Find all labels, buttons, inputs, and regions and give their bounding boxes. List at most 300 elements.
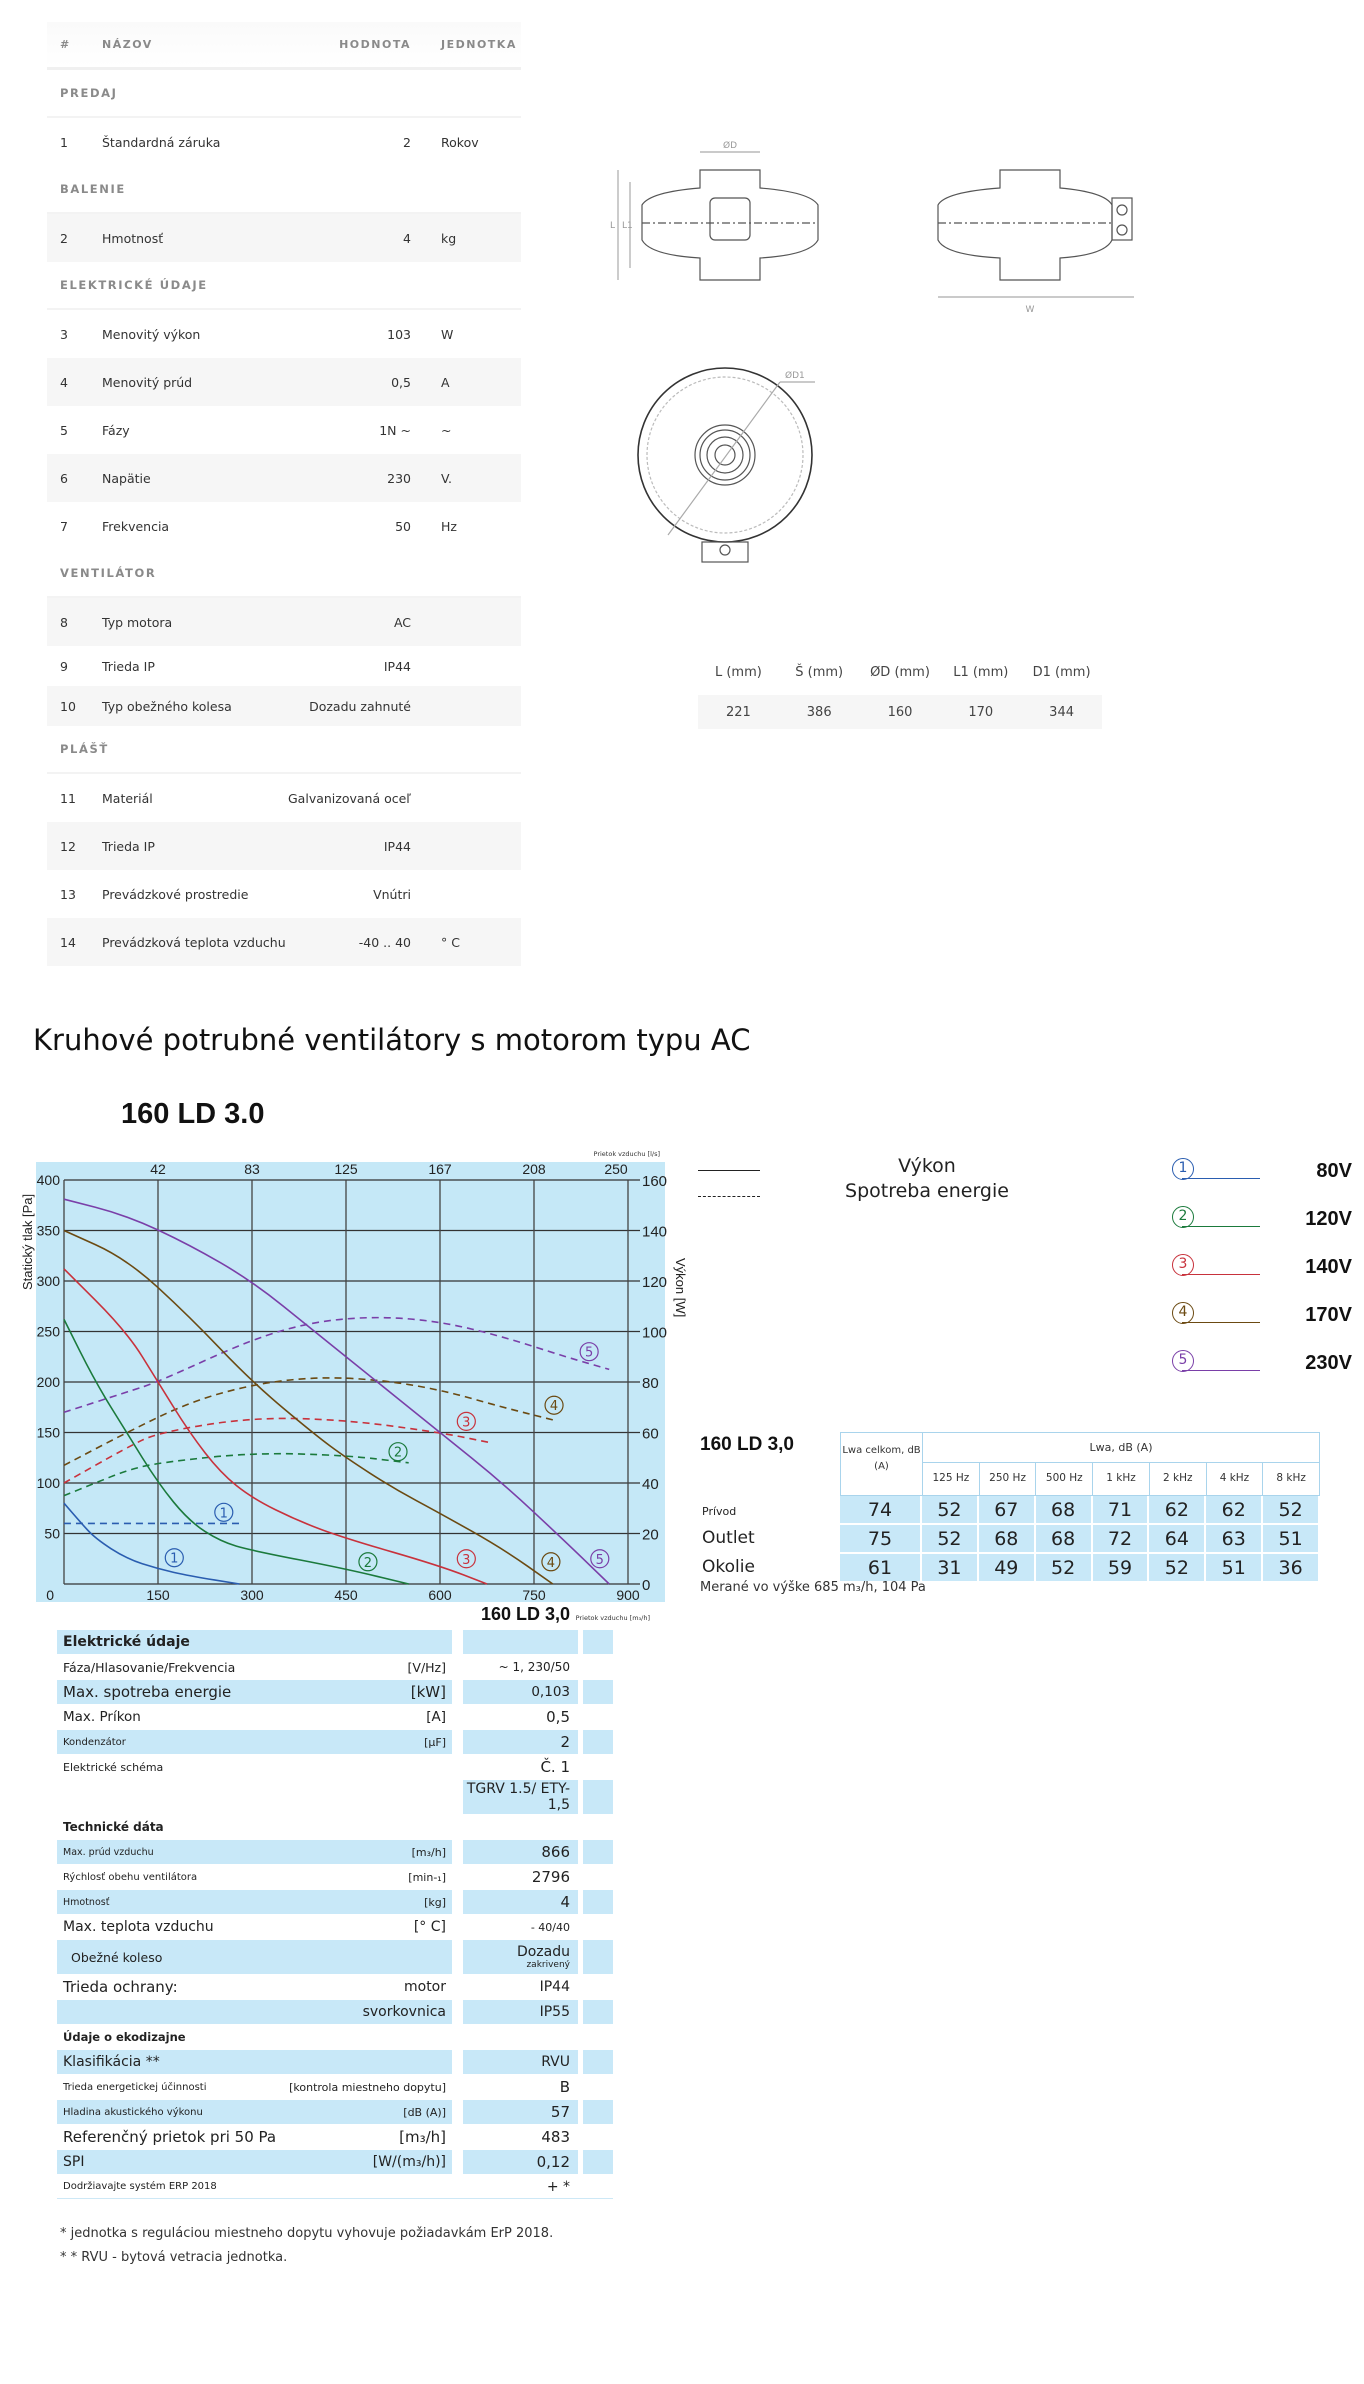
x-tick-label: 750: [522, 1587, 546, 1603]
row-number: 8: [60, 614, 68, 630]
section-header: BALENIE: [47, 166, 521, 214]
spec-value: [463, 1940, 578, 1974]
x-tick-label: 300: [240, 1587, 264, 1603]
dim-label-d1: ØD1: [785, 371, 805, 381]
row-name: Prevádzkové prostredie: [102, 886, 249, 902]
x2-tick-label: 250: [604, 1161, 628, 1177]
row-number: 13: [60, 886, 76, 902]
row-number: 12: [60, 838, 76, 854]
power-curve-label: 3: [462, 1415, 471, 1431]
y-tick-label: 400: [36, 1172, 60, 1188]
table-row: [47, 646, 521, 686]
table-row: [47, 686, 521, 726]
spec-extra-cell: [583, 1915, 613, 1939]
spec-value: [463, 2000, 578, 2024]
spec-value-text: 0,5: [546, 1708, 570, 1726]
acoustic-value: 59: [1093, 1554, 1150, 1581]
acoustic-value: 64: [1149, 1525, 1206, 1552]
acoustic-value: 52: [1036, 1554, 1093, 1581]
legend-speed-80V: [1172, 1158, 1352, 1188]
spec-unit: [W/(m₃/h)]: [372, 2154, 446, 2170]
spec-extra-cell: [583, 2175, 613, 2198]
row-name: Materiál: [102, 790, 153, 806]
legend-line: [1182, 1322, 1260, 1323]
spec-label-text: Hmotnosť: [63, 1896, 110, 1908]
spec-label-text: Rýchlosť obehu ventilátora: [63, 1871, 198, 1883]
table-row: [47, 118, 521, 166]
legend-speed-120V: [1172, 1206, 1352, 1236]
y2-tick-label: 140: [642, 1223, 668, 1241]
dim-value: 221: [725, 704, 751, 720]
y-tick-label: 300: [36, 1273, 60, 1289]
y-tick-label: 50: [44, 1525, 60, 1542]
x2-axis-title: Prietok vzduchu [l/s]: [593, 1150, 660, 1158]
spec-value: [463, 1730, 578, 1754]
acoustic-row: [840, 1554, 1320, 1583]
table-row: [47, 918, 521, 966]
spec-extra-cell: [583, 1780, 613, 1814]
spec-row: [57, 1755, 613, 1779]
spec-label: [57, 1840, 452, 1864]
spec-row: [57, 1730, 613, 1754]
spec-unit: [min-₁]: [408, 1870, 446, 1884]
x-tick-label: 600: [428, 1587, 452, 1603]
spec-value: [463, 2175, 578, 2198]
dimensions-value-row: [698, 695, 1102, 729]
spec-label: [57, 2050, 452, 2074]
spec-extra-cell: [583, 1630, 613, 1654]
row-value: 50: [395, 518, 411, 534]
row-unit: A: [441, 374, 450, 390]
row-value: Galvanizovaná oceľ: [288, 790, 411, 806]
spec-value-text: + *: [546, 2178, 570, 2195]
spec-value-text: - 40/40: [530, 1920, 570, 1934]
acoustic-value: 62: [1149, 1496, 1206, 1523]
header-value: HODNOTA: [339, 38, 411, 51]
spec-row: [57, 1705, 613, 1729]
spec-row: [57, 1630, 613, 1654]
acoustic-value: 51: [1263, 1525, 1320, 1552]
acoustic-value: 68: [1036, 1496, 1093, 1523]
spec-extra-cell: [583, 1755, 613, 1779]
legend-line: [1182, 1274, 1260, 1275]
spec-row: [57, 2075, 613, 2099]
spec-value-text: 2: [560, 1733, 570, 1751]
spec-value-text: TGRV 1.5/ ETY-1,5: [466, 1781, 570, 1813]
legend-speed-140V: [1172, 1254, 1352, 1284]
row-unit: Hz: [441, 518, 457, 534]
y2-tick-label: 60: [642, 1425, 659, 1443]
dim-label-w: W: [1025, 305, 1035, 315]
spec-label: [57, 2150, 452, 2174]
acoustic-title: 160 LD 3,0: [700, 1434, 794, 1455]
acoustic-value: 36: [1263, 1554, 1320, 1581]
spec-value: [463, 1865, 578, 1889]
acoustic-value: 31: [922, 1554, 979, 1581]
dim-label-l: L: [610, 221, 616, 231]
dim-label-l1: L1: [622, 221, 633, 231]
y-tick-label: 100: [36, 1475, 60, 1491]
legend-voltage: 120V: [1305, 1208, 1352, 1230]
row-value: Vnútri: [373, 886, 411, 902]
row-name: Prevádzková teplota vzduchu: [102, 934, 286, 950]
spec-label: [57, 2025, 452, 2049]
spec-row: [57, 1680, 613, 1704]
spec-value: [463, 1705, 578, 1729]
row-number: 5: [60, 422, 68, 438]
acoustic-row-label: Okolie: [702, 1557, 755, 1577]
circled-number-icon: 3: [1172, 1254, 1194, 1276]
spec-row: [57, 1780, 613, 1814]
acoustic-row: [840, 1496, 1320, 1525]
row-unit: W: [441, 326, 454, 342]
header-name: NÁZOV: [102, 38, 153, 51]
legend-voltage: 170V: [1305, 1304, 1352, 1326]
acoustic-value: 51: [1206, 1554, 1263, 1581]
dim-value: 160: [887, 704, 913, 720]
table-row: [47, 214, 521, 262]
footnotes: [60, 2222, 553, 2270]
acoustic-row-label: Prívod: [702, 1505, 737, 1518]
dim-header: L1 (mm): [953, 664, 1009, 680]
spec-label-text: Obežné koleso: [71, 1949, 163, 1965]
spec-value: [463, 2100, 578, 2124]
row-number: 3: [60, 326, 68, 342]
pressure-curve-label: 4: [546, 1555, 556, 1571]
row-value: -40 .. 40: [358, 934, 411, 950]
spec-extra-cell: [583, 1655, 613, 1679]
acoustic-header: [840, 1432, 1320, 1496]
spec-value: [463, 1655, 578, 1679]
acoustic-value: 62: [1206, 1496, 1263, 1523]
spec-extra-cell: [583, 2150, 613, 2174]
row-name: Menovitý výkon: [102, 326, 201, 342]
spec-row: [57, 2175, 613, 2199]
y-tick-label: 150: [36, 1424, 60, 1441]
row-name: Typ motora: [102, 614, 173, 630]
row-name: Trieda IP: [102, 838, 155, 854]
row-number: 11: [60, 790, 76, 806]
spec-label-text: Max. Príkon: [63, 1709, 141, 1725]
fan-performance-chart: [0, 1140, 700, 1630]
spec-row: [57, 1975, 613, 1999]
x2-tick-label: 42: [150, 1161, 166, 1177]
footnote: * jednotka s reguláciou miestneho dopytu vyhovuje požiadavkám ErP 2018.: [60, 2226, 554, 2241]
row-name: Frekvencia: [102, 518, 170, 534]
spec-unit: [A]: [426, 1709, 446, 1725]
spec-label-text: Max. prúd vzduchu: [63, 1846, 154, 1858]
circled-number-icon: 1: [1172, 1158, 1194, 1180]
spec-value-text: 866: [541, 1843, 570, 1861]
spec-label: [57, 2125, 452, 2149]
y2-tick-label: 100: [642, 1324, 668, 1342]
spec-unit: [kontrola miestneho dopytu]: [289, 2080, 446, 2094]
spec-extra-cell: [583, 2125, 613, 2149]
spec-unit: [µF]: [424, 1735, 446, 1749]
dim-header: ØD (mm): [870, 664, 930, 680]
circled-number-icon: 2: [1172, 1206, 1194, 1228]
spec-extra-cell: [583, 1705, 613, 1729]
spec-value: [463, 1975, 578, 1999]
spec-unit: [kg]: [424, 1895, 446, 1909]
header-num: #: [60, 38, 71, 51]
power-curve-label: 4: [549, 1399, 559, 1415]
band-header: 500 Hz: [1036, 1463, 1093, 1495]
section-header: PLÁŠŤ: [47, 726, 521, 774]
spec-value-text: 0,103: [531, 1684, 570, 1700]
spec-value-text: RVU: [541, 2054, 570, 2070]
row-name: Typ obežného kolesa: [102, 698, 232, 714]
spec-row: [57, 2000, 613, 2024]
spec-extra-cell: [583, 2050, 613, 2074]
spec-label-text: Max. spotreba energie: [63, 1683, 232, 1701]
table-row: [47, 502, 521, 550]
legend-line: [1182, 1370, 1260, 1371]
acoustic-total: 74: [840, 1496, 922, 1523]
acoustic-value: 52: [922, 1525, 979, 1552]
legend-speed-230V: [1172, 1350, 1352, 1380]
table-row: [47, 454, 521, 502]
legend-line: [1182, 1178, 1260, 1179]
acoustic-bands-header: Lwa, dB (A): [923, 1433, 1319, 1463]
legend-solid-label: Výkon: [898, 1155, 956, 1177]
acoustic-value: 67: [979, 1496, 1036, 1523]
round-view-drawing: [638, 368, 815, 562]
dim-header: Š (mm): [795, 664, 844, 680]
spec-value: [463, 2050, 578, 2074]
x2-tick-label: 125: [334, 1161, 358, 1177]
x-tick-label: 0: [46, 1587, 54, 1603]
spec-row: [57, 2100, 613, 2124]
spec-row: [57, 1815, 613, 1839]
spec-row: [57, 2025, 613, 2049]
spec-row: [57, 1940, 613, 1974]
row-value: 230: [387, 470, 411, 486]
table-row: [47, 598, 521, 646]
row-name: Trieda IP: [102, 658, 155, 674]
spec-value-text: IP44: [539, 1979, 570, 1995]
pressure-curve-label: 3: [462, 1552, 471, 1568]
y-tick-label: 250: [36, 1323, 60, 1340]
spec-value-text: Dozadu: [516, 1944, 570, 1960]
row-number: 10: [60, 698, 76, 714]
spec-label: [57, 1915, 452, 1939]
spec-label: [57, 1730, 452, 1754]
spec-value: [463, 1755, 578, 1779]
table-row: [47, 358, 521, 406]
spec-value-text: IP55: [539, 2004, 570, 2020]
band-header: 250 Hz: [980, 1463, 1037, 1495]
row-unit: ° C: [441, 934, 460, 950]
spec-unit: [m₃/h]: [399, 2128, 446, 2146]
spec-label-text: Elektrické údaje: [63, 1634, 190, 1650]
spec-value: [463, 1815, 578, 1839]
x-axis-title: Prietok vzduchu [m₃/h]: [575, 1614, 650, 1622]
section-header: ELEKTRICKÉ ÚDAJE: [47, 262, 521, 310]
spec-unit: svorkovnica: [362, 2004, 446, 2020]
pressure-curve-label: 2: [363, 1555, 373, 1571]
spec-label-text: Dodržiavajte systém ERP 2018: [63, 2181, 217, 2192]
spec-label: [57, 1630, 452, 1654]
spec-extra-cell: [583, 1890, 613, 1914]
y2-tick-label: 0: [642, 1577, 651, 1594]
row-number: 7: [60, 518, 68, 534]
fan-technical-drawings: [600, 130, 1160, 590]
acoustic-value: 52: [1263, 1496, 1320, 1523]
spec-value: [463, 1915, 578, 1939]
technical-spec-table: [57, 1630, 613, 2200]
row-value: 103: [387, 326, 411, 342]
spec-row: [57, 2150, 613, 2174]
row-name: Štandardná záruka: [102, 134, 221, 150]
row-number: 14: [60, 934, 76, 950]
row-name: Fázy: [102, 422, 130, 438]
spec-extra-cell: [583, 1730, 613, 1754]
spec2-title: 160 LD 3,0: [480, 1604, 571, 1624]
spec-extra-cell: [583, 1840, 613, 1864]
spec-extra-cell: [583, 1940, 613, 1974]
dim-header: L (mm): [714, 664, 762, 680]
x-tick-label: 900: [616, 1587, 640, 1603]
spec-label: [57, 1890, 452, 1914]
acoustic-value: 72: [1093, 1525, 1150, 1552]
spec-extra-cell: [583, 2100, 613, 2124]
spec-extra-cell: [583, 1865, 613, 1889]
spec-label: [57, 1755, 452, 1779]
dimensions-header-row: [698, 655, 1102, 689]
spec-unit: [V/Hz]: [407, 1659, 446, 1675]
spec-value-text: ~ 1, 230/50: [498, 1660, 570, 1674]
table-row: [47, 822, 521, 870]
row-unit: Rokov: [441, 134, 479, 150]
legend-dashed-line: [698, 1196, 760, 1197]
spec-extra-cell: [583, 2000, 613, 2024]
spec-row: [57, 1655, 613, 1679]
spec-extra-cell: [583, 1975, 613, 1999]
dim-label-d: ØD: [722, 141, 738, 151]
band-header: 8 kHz: [1276, 1472, 1306, 1484]
legend-speed-170V: [1172, 1302, 1352, 1332]
spec-label: [57, 1780, 452, 1814]
spec-value-sub: zakrivený: [526, 1960, 570, 1970]
spec-value-text: 57: [550, 2103, 570, 2121]
spec-extra-cell: [583, 2075, 613, 2099]
band-header: 1 kHz: [1093, 1463, 1150, 1495]
spec-value: [463, 2150, 578, 2174]
x2-tick-label: 208: [522, 1161, 546, 1177]
y2-tick-label: 20: [642, 1526, 659, 1544]
spec-row: [57, 1840, 613, 1864]
acoustic-value: 68: [979, 1525, 1036, 1552]
row-name: Napätie: [102, 470, 151, 486]
acoustic-value: 71: [1093, 1496, 1150, 1523]
x2-tick-label: 167: [428, 1161, 452, 1177]
acoustic-total-header: Lwa celkom, dB (A): [841, 1433, 923, 1495]
spec-unit: motor: [403, 1979, 446, 1995]
footnote: * * RVU - bytová vetracia jednotka.: [60, 2250, 288, 2265]
spec-label: [57, 1975, 452, 1999]
y2-axis-title: Výkon [W]: [673, 1258, 688, 1318]
model-title: 160 LD 3.0: [121, 1098, 265, 1130]
spec-label-text: Trieda ochrany:: [63, 1978, 178, 1996]
table-row: [47, 774, 521, 822]
spec-label-text: Referenčný prietok pri 50 Pa: [63, 2128, 277, 2146]
row-value: IP44: [383, 838, 411, 854]
dimensions-table: [698, 655, 1102, 729]
section-header: VENTILÁTOR: [47, 550, 521, 598]
spec-label-text: Trieda energetickej účinnosti: [63, 2081, 207, 2093]
row-name: Menovitý prúd: [102, 374, 193, 390]
row-number: 6: [60, 470, 68, 486]
acoustic-value: 52: [1149, 1554, 1206, 1581]
spec-row: [57, 1865, 613, 1889]
spec-unit: [kW]: [410, 1683, 446, 1701]
spec-value: [463, 2075, 578, 2099]
specification-table: [47, 22, 521, 966]
spec-value-text: 483: [541, 2128, 570, 2146]
spec-label: [57, 1705, 452, 1729]
legend-solid-line: [698, 1170, 760, 1171]
band-header: 125 Hz: [923, 1463, 980, 1495]
spec-label-text: Technické dáta: [63, 1820, 164, 1834]
side-view-drawing: [938, 170, 1134, 297]
acoustic-value: 63: [1206, 1525, 1263, 1552]
spec-label-text: Údaje o ekodizajne: [63, 2030, 186, 2044]
y2-tick-label: 120: [642, 1274, 668, 1291]
spec-label-text: Hladina akustického výkonu: [63, 2106, 203, 2118]
spec-label: [57, 2000, 452, 2024]
spec-unit: [° C]: [413, 1919, 446, 1935]
x-tick-label: 150: [146, 1587, 170, 1603]
spec-row: [57, 1890, 613, 1914]
spec-label: [57, 1655, 452, 1679]
row-value: 4: [403, 230, 411, 246]
row-unit: ~: [441, 422, 452, 438]
spec-value: [463, 1780, 578, 1814]
spec-value: [463, 1680, 578, 1704]
spec-value: [463, 2025, 578, 2049]
front-view-drawing: [618, 152, 818, 280]
row-value: 0,5: [391, 374, 411, 390]
row-value: 2: [403, 134, 411, 150]
spec-unit: [dB (A)]: [403, 2105, 446, 2119]
table-row: [47, 406, 521, 454]
row-unit: V.: [441, 470, 452, 486]
spec-label: [57, 1680, 452, 1704]
spec-row: [57, 2125, 613, 2149]
spec-label: [57, 2100, 452, 2124]
spec-value: [463, 1890, 578, 1914]
acoustic-row-label: Outlet: [702, 1528, 755, 1548]
acoustic-value: 49: [979, 1554, 1036, 1581]
spec-label: [57, 2175, 452, 2198]
y2-tick-label: 80: [642, 1375, 659, 1392]
spec-value-text: 4: [560, 1893, 570, 1911]
page-heading: Kruhové potrubné ventilátory s motorom typu AC: [33, 1023, 751, 1057]
acoustic-value: 68: [1036, 1525, 1093, 1552]
section-header: PREDAJ: [47, 70, 521, 118]
spec-label-text: Kondenzátor: [63, 1736, 126, 1748]
acoustic-note: Merané vo výške 685 m₃/h, 104 Pa: [700, 1580, 926, 1595]
spec-extra-cell: [583, 2025, 613, 2049]
y-axis-title: Statický tlak [Pa]: [20, 1193, 35, 1290]
legend-line: [1182, 1226, 1260, 1227]
row-number: 9: [60, 658, 68, 674]
dim-value: 344: [1049, 704, 1074, 720]
spec-row: [57, 1915, 613, 1939]
dim-header: D1 (mm): [1032, 664, 1091, 680]
spec-label-text: Klasifikácia **: [63, 2054, 160, 2070]
